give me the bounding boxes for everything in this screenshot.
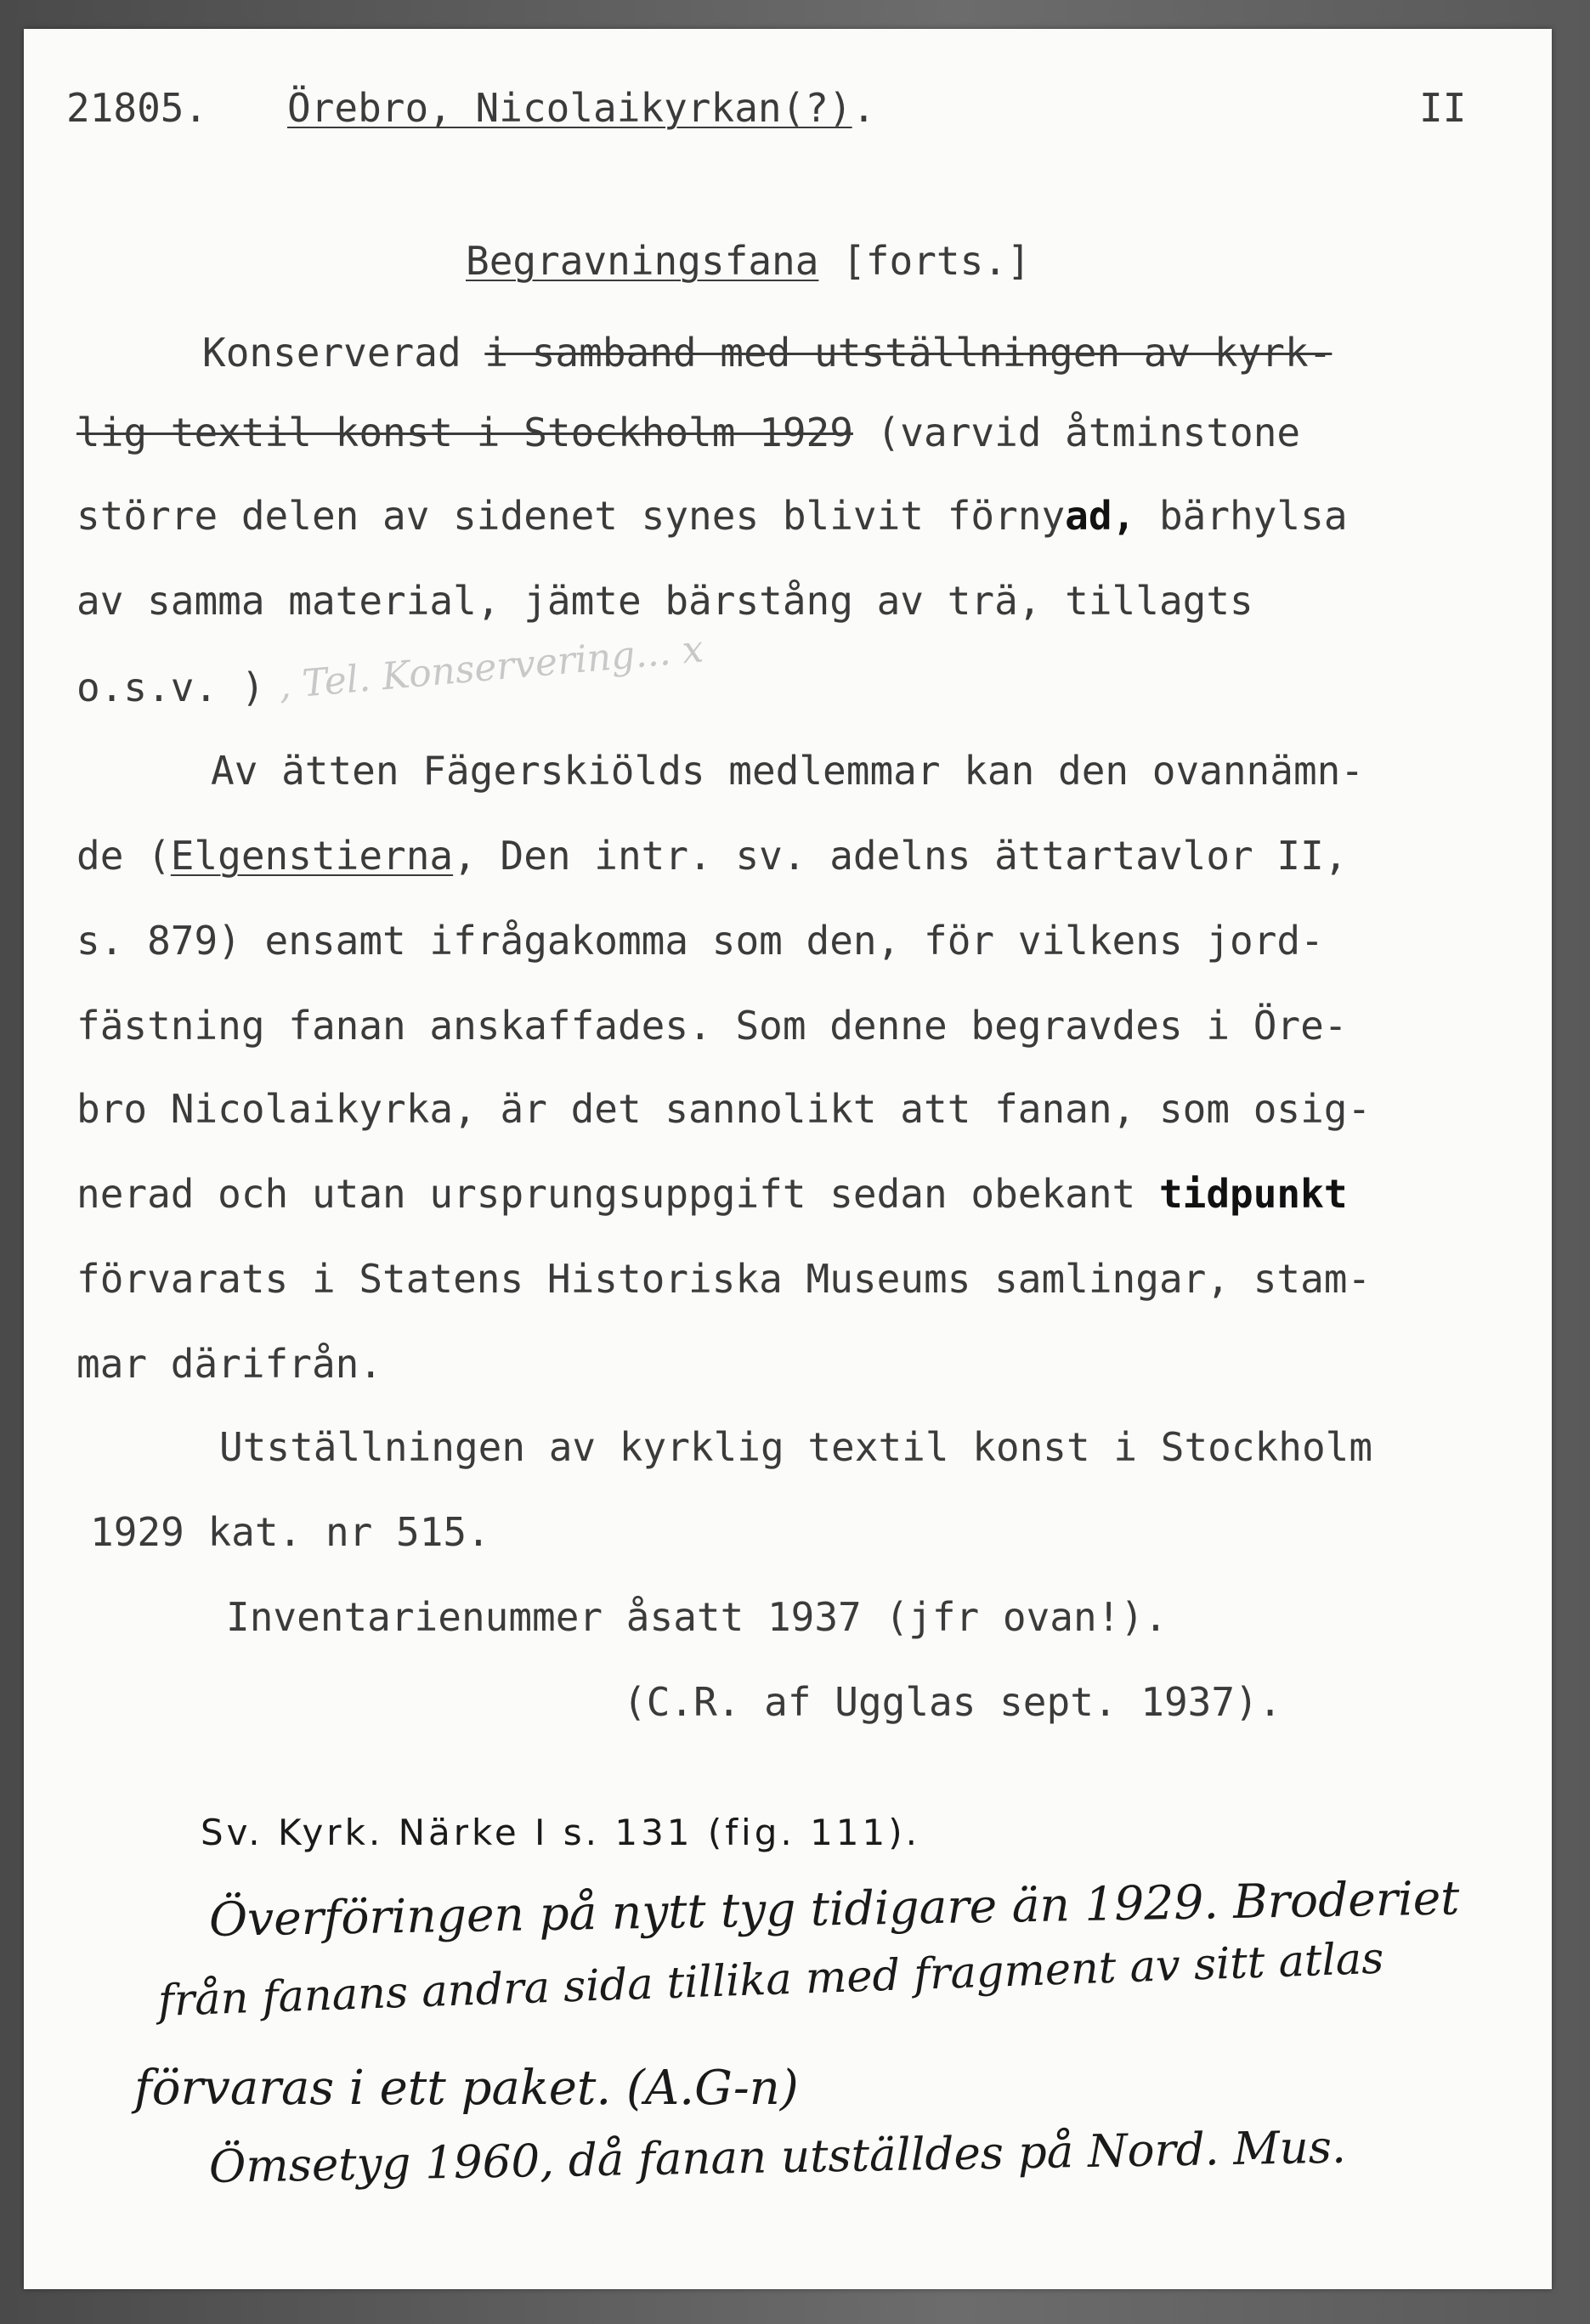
p2-l6-a: nerad och utan ursprungsuppgift sedan obekant [76, 1171, 1159, 1217]
body-line-3 [76, 493, 1348, 539]
body-line-4: av samma material, jämte bärstång av trä, tillagts [76, 578, 1253, 624]
handwritten-line-3: förvaras i ett paket. (A.G-n) [134, 2061, 799, 2116]
catalog-card [24, 29, 1552, 2289]
body-line-13: mar därifrån. [76, 1341, 383, 1387]
body-line-2 [76, 410, 1301, 455]
p1-l1-a: Konserverad [202, 330, 485, 376]
body-line-6: Av ätten Fägerskiölds medlemmar kan den ovannämn- [211, 748, 1365, 794]
handwritten-line-1: Överföringen på nytt tyg tidigare än 1929. Broderiet [208, 1870, 1460, 1947]
handwritten-reference: Sv. Kyrk. Närke I s. 131 (fig. 111). [201, 1812, 920, 1853]
page-number: II [1419, 85, 1467, 131]
p2-l2-b: , Den intr. sv. adelns ättartavlor II, [453, 833, 1348, 879]
p1-l2-b: (varvid åtminstone [852, 410, 1301, 455]
p2-l6-insert: tidpunkt [1158, 1171, 1348, 1217]
signature-line: (C.R. af Ugglas sept. 1937). [623, 1679, 1282, 1725]
body-line-12: förvarats i Statens Historiska Museums samlingar, stam- [76, 1256, 1372, 1302]
p2-l2-a: de ( [76, 833, 171, 879]
faint-pencil-note: , Tel. Konservering... x [276, 627, 705, 708]
body-line-11 [76, 1171, 1348, 1217]
p1-l3-insert: ad, [1065, 493, 1136, 539]
body-line-5: o.s.v. ) [76, 664, 265, 710]
body-line-9: fästning fanan anskaffades. Som denne begravdes i Öre- [76, 1003, 1348, 1049]
body-line-7 [76, 833, 1348, 879]
section-title-text: Begravningsfana [466, 238, 819, 284]
section-title-suffix: [forts.] [818, 238, 1031, 284]
body-line-1 [202, 330, 1333, 376]
p2-l2-author: Elgenstierna [170, 833, 454, 879]
body-line-10: bro Nicolaikyrka, är det sannolikt att fanan, som osig- [76, 1086, 1372, 1132]
handwritten-line-2: från fanans andra sida tillika med fragment av sitt atlas [156, 1933, 1385, 2027]
body-line-16: Inventarienummer åsatt 1937 (jfr ovan!). [226, 1594, 1168, 1640]
place-end: . [852, 85, 876, 131]
body-line-14: Utställningen av kyrklig textil konst i Stockholm [219, 1424, 1373, 1470]
handwritten-line-4: Ömsetyg 1960, då fanan utställdes på Nord. Mus. [208, 2121, 1347, 2193]
section-title [466, 238, 1031, 284]
p1-l3-b: bärhylsa [1135, 493, 1348, 539]
body-line-8: s. 879) ensamt ifrågakomma som den, för vilkens jord- [76, 918, 1324, 964]
card-number: 21805. [66, 85, 208, 131]
p1-l2-strike: lig textil konst i Stockholm 1929 [76, 410, 853, 455]
place-name: Örebro, Nicolaikyrkan(?) [287, 85, 852, 131]
body-line-15: 1929 kat. nr 515. [90, 1509, 490, 1555]
card-place [287, 85, 876, 131]
p1-l1-strike: i samband med utställningen av kyrk- [484, 330, 1333, 376]
p1-l3-a: större delen av sidenet synes blivit förny [76, 493, 1066, 539]
